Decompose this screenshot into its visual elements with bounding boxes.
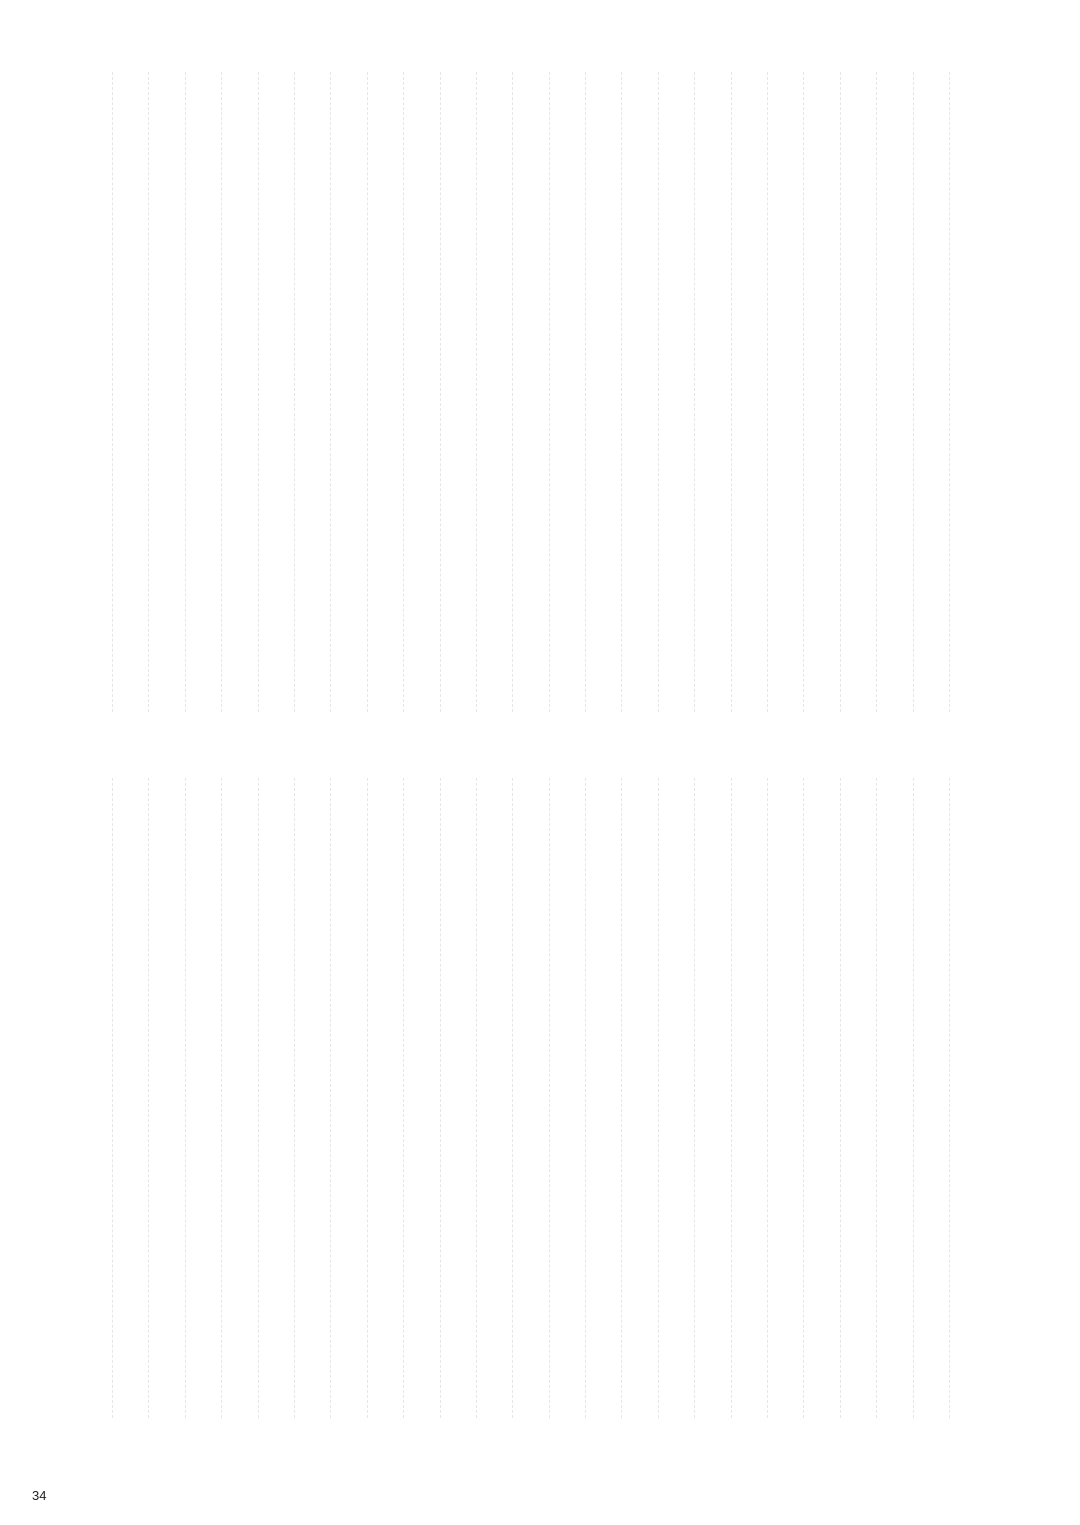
text-column-placeholder: [913, 778, 936, 1418]
text-column-placeholder: [403, 72, 426, 712]
text-column-placeholder: [585, 778, 608, 1418]
text-column-placeholder: [840, 778, 863, 1418]
text-column-placeholder: [949, 72, 972, 712]
text-column-placeholder: [330, 778, 353, 1418]
text-column-placeholder: [440, 72, 463, 712]
text-column-placeholder: [258, 72, 281, 712]
text-column-placeholder: [294, 778, 317, 1418]
text-column-placeholder: [876, 72, 899, 712]
text-column-placeholder: [367, 72, 390, 712]
text-column-placeholder: [512, 72, 535, 712]
text-column-placeholder: [549, 778, 572, 1418]
text-column-placeholder: [294, 72, 317, 712]
text-column-placeholder: [476, 72, 499, 712]
text-column-placeholder: [221, 72, 244, 712]
text-column-placeholder: [258, 778, 281, 1418]
text-column-placeholder: [767, 778, 790, 1418]
text-column-placeholder: [803, 72, 826, 712]
text-block-upper: [112, 72, 972, 712]
text-column-placeholder: [621, 778, 644, 1418]
text-column-placeholder: [112, 778, 135, 1418]
text-column-placeholder: [221, 778, 244, 1418]
text-column-placeholder: [658, 72, 681, 712]
text-column-placeholder: [621, 72, 644, 712]
text-column-placeholder: [148, 778, 171, 1418]
text-column-placeholder: [731, 72, 754, 712]
text-column-placeholder: [840, 72, 863, 712]
text-column-placeholder: [148, 72, 171, 712]
text-column-placeholder: [585, 72, 608, 712]
text-column-placeholder: [330, 72, 353, 712]
text-column-placeholder: [694, 72, 717, 712]
text-block-lower: [112, 778, 972, 1418]
text-column-placeholder: [876, 778, 899, 1418]
page-number: 34: [32, 1488, 47, 1503]
text-column-placeholder: [185, 778, 208, 1418]
text-column-placeholder: [949, 778, 972, 1418]
text-column-placeholder: [803, 778, 826, 1418]
text-column-placeholder: [476, 778, 499, 1418]
text-column-placeholder: [512, 778, 535, 1418]
text-column-placeholder: [658, 778, 681, 1418]
text-column-placeholder: [913, 72, 936, 712]
text-column-placeholder: [549, 72, 572, 712]
text-column-placeholder: [112, 72, 135, 712]
text-column-placeholder: [367, 778, 390, 1418]
text-column-placeholder: [440, 778, 463, 1418]
text-column-placeholder: [403, 778, 426, 1418]
text-column-placeholder: [767, 72, 790, 712]
text-column-placeholder: [694, 778, 717, 1418]
text-column-placeholder: [731, 778, 754, 1418]
text-column-placeholder: [185, 72, 208, 712]
